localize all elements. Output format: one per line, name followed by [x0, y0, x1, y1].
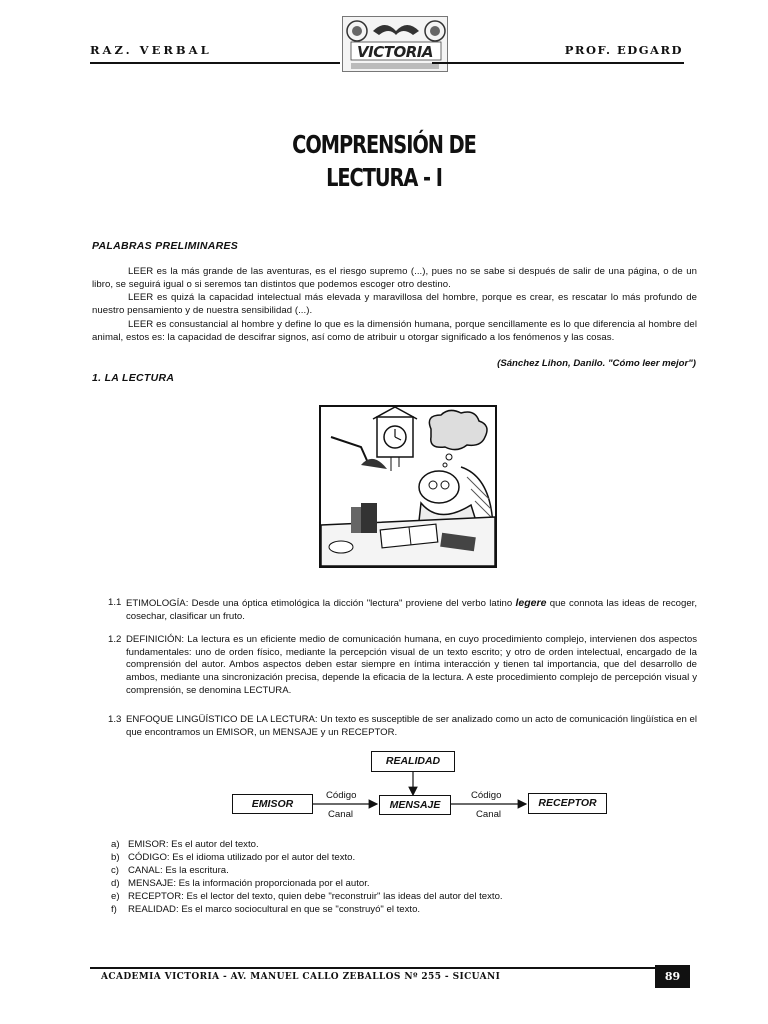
diagram-label-codigo-2: Código [471, 790, 502, 801]
item-text-part-a: ETIMOLOGÍA: Desde una óptica etimológica la dicción "lectura" proviene del verbo latino [126, 598, 516, 609]
paragraph-1: LEER es la más grande de las aventuras, es el riesgo supremo (...), pues no se sabe si después de salir de una página, o de un libro, se seguirá igual o si seremos tan distintos que podemos escoger otro destino. [92, 266, 697, 290]
item-number: 1.1 [108, 597, 122, 608]
diagram-box-emisor: EMISOR [232, 794, 313, 814]
item-etimologia [108, 597, 697, 623]
logo-subtitle-bar [351, 63, 439, 69]
page-number: 89 [655, 965, 690, 988]
item-enfoque [108, 714, 697, 739]
academy-logo [342, 16, 448, 72]
list-text: EMISOR: Es el autor del texto. [128, 839, 259, 850]
list-letter: f) [111, 904, 117, 915]
list-text: RECEPTOR: Es el lector del texto, quien debe "reconstruir" las ideas del autor del texto. [128, 891, 503, 902]
diagram-box-receptor: RECEPTOR [528, 793, 607, 814]
diagram-label-codigo-1: Código [326, 790, 357, 801]
list-text: CANAL: Es la escritura. [128, 865, 229, 876]
person-reading-icon [321, 407, 495, 566]
item-text-part-c: que connota las ideas de recoger, cosechar, clasificar un fruto. [126, 598, 697, 622]
list-letter: a) [111, 839, 120, 850]
list-text: MENSAJE: Es la información proporcionada por el autor. [128, 878, 370, 889]
footer-rule [90, 967, 690, 969]
list-letter: b) [111, 852, 120, 863]
item-number: 1.2 [108, 634, 122, 645]
list-text: CÓDIGO: Es el idioma utilizado por el autor del texto. [128, 852, 356, 863]
citation: (Sánchez Lihon, Danilo. "Cómo leer mejor") [497, 358, 696, 369]
reading-illustration [319, 405, 497, 568]
diagram-label-canal-1: Canal [328, 809, 354, 820]
item-text [108, 597, 697, 623]
header-rule-right [432, 62, 684, 64]
diagram-label-canal-2: Canal [476, 809, 502, 820]
list-text: REALIDAD: Es el marco sociocultural en que se "construyó" el texto. [128, 904, 421, 915]
footer-address: ACADEMIA VICTORIA - AV. MANUEL CALLO ZEBALLOS Nº 255 - SICUANI [101, 972, 501, 982]
header-rule-left [90, 62, 340, 64]
list-letter: e) [111, 891, 120, 902]
diagram-box-mensaje: MENSAJE [379, 795, 451, 815]
list-letter: c) [111, 865, 119, 876]
paragraph-2: LEER es quizá la capacidad intelectual más elevada y maravillosa del hombre, porque es crear, es rescatar lo más profundo de nuestro pensamiento y de nuestra sensibilidad (...). [92, 292, 697, 316]
item-text: ENFOQUE LINGÜÍSTICO DE LA LECTURA: Un texto es susceptible de ser analizado como un acto de comunicación lingüística en el que encontramos un EMISOR, un MENSAJE y un RECEPTOR. [126, 714, 697, 738]
paragraph-3: LEER es consustancial al hombre y define lo que es la dimensión humana, porque sencillamente es lo que diferencia al hombre del animal, estos es: la capacidad de descifrar signos, así como de atribuir u otorgar significado a los fenómenos y las cosas. [92, 319, 697, 343]
item-emphasis: legere [515, 597, 547, 609]
list-letter: d) [111, 878, 120, 889]
page-title-line-2: LECTURA - I [326, 163, 442, 192]
section-heading-preliminares: PALABRAS PRELIMINARES [92, 240, 239, 252]
item-number: 1.3 [108, 714, 122, 725]
page-title [54, 128, 714, 194]
item-text: DEFINICIÓN: La lectura es un eficiente medio de comunicación humana, en cuyo procedimiento complejo, intervienen dos aspectos fundamentales: uno de orden físico, mediante la percepción visual de un texto escrito; y otro de orden intelectual, encargado de la comprensión del autor. Ambos aspectos deben estar siempre en íntima interacción y tienen tal importancia, que del desarrollo de ambos, mediante una sincronización precisa, depende la eficacia de la lectura. A este procedimiento complejo de percepción visual y comprensión, se denomina LECTURA. [126, 634, 697, 696]
item-definicion [108, 634, 697, 698]
diagram-box-realidad: REALIDAD [371, 751, 455, 772]
header-right-title: PROF. EDGARD [564, 43, 683, 57]
section-heading-lectura: 1. LA LECTURA [92, 372, 175, 384]
logo-wordmark: VICTORIA [357, 43, 433, 61]
page-title-line-1: COMPRENSIÓN DE [292, 130, 476, 159]
header-left-title: RAZ. VERBAL [90, 43, 212, 57]
